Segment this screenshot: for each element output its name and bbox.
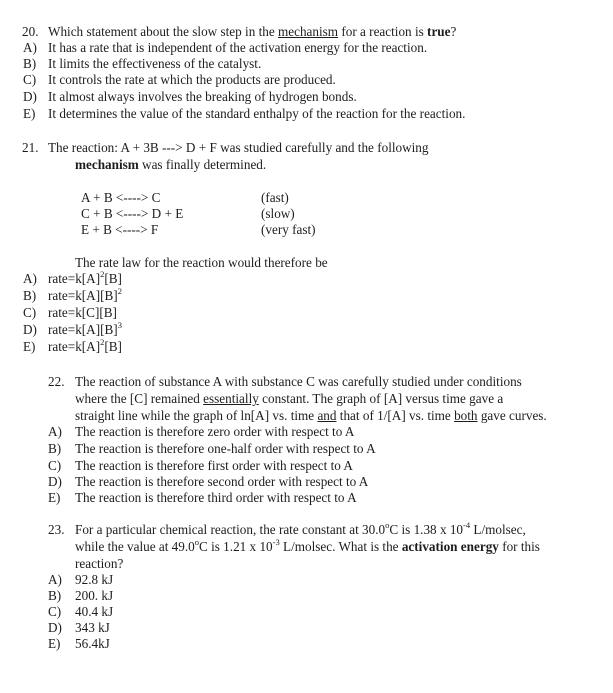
question-stem: The reaction: A + 3B ---> D + F was studied carefully and the following [48, 140, 429, 155]
question-stem: where the [C] remained essentially constant. The graph of [A] versus time gave a [75, 391, 504, 406]
mechanism-equation: A + B <----> C [81, 190, 161, 205]
question-stem: reaction? [75, 556, 124, 571]
question-number: 23. [48, 522, 65, 537]
exam-page: 20. Which statement about the slow step in the mechanism for a reaction is true? A) It has a rate that is independent of the activation energy for the reaction. B) It limits the effectiveness of the catalyst. C) It controls the rate at which the products are produced. D) It almost always involves the breaking of hydrogen bonds. E) It determines the value of the standard enthalpy of the reaction for the reaction. 21. The reaction: A + 3B ---> D + F was studied carefully and the following mechanism was finally determined. A + B <----> C (fast) C + B <----> D + E (slow) E + B <----> F (very fast) The rate law for the reaction would therefore be A) $rate=k[A]^2[B]$ B) $rate=k[A][B]^2$ C) rate=k[C][B] D) $rate=k[A][B]^3$ E) $rate=k[A]^2[B]$ 22. The reaction of substance A with substance C was carefully studied under conditions where the [C] remained essentially constant. The graph of [A] versus time gave a straight line while the graph of ln[A] vs. time and that of 1/[A] vs. time both gave curves. A) The reaction is therefore zero order with respect to A B) The reaction is therefore one-half order with respect to A C) The reaction is therefore first order with respect to A D) The reaction is therefore second order with respect to A E) The reaction is therefore third order with respect to A 23. For a particular chemical reaction, the rate constant at 30.0$^o$C is 1.38 x $10^{-4}$ L/molsec, while the value at 49.0$^o$C is 1.21 x $10^{-3}$ L/molsec. What is the activation energy for this reaction? A) 92.8 kJ B) 200. kJ C) 40.4 kJ D) 343 kJ E) 56.4kJ [22, 24, 547, 651]
question-number: 20. [22, 24, 39, 39]
question-stem: straight line while the graph of ln[A] vs. time and that of 1/[A] vs. time both gave curves. [75, 408, 547, 423]
mechanism-speed: (very fast) [261, 222, 316, 237]
mechanism-equation: E + B <----> F [81, 222, 159, 237]
mechanism-speed: (slow) [261, 206, 295, 221]
question-stem: For a particular chemical reaction, the rate constant at 30.0$^o$C is 1.38 x $10^{-4}$ L/molsec, [75, 519, 526, 537]
mechanism-speed: (fast) [261, 190, 289, 205]
question-stem: mechanism was finally determined. [75, 157, 267, 172]
question-number: 22. [48, 374, 65, 389]
question-stem: The reaction of substance A with substance C was carefully studied under conditions [75, 374, 522, 389]
question-stem: while the value at 49.0$^o$C is 1.21 x $10^{-3}$ L/molsec. What is the activation energy for this [75, 536, 540, 554]
question-stem: Which statement about the slow step in the mechanism for a reaction is true? [48, 24, 457, 39]
question-number: 21. [22, 140, 39, 155]
question-prompt: The rate law for the reaction would therefore be [75, 255, 328, 270]
mechanism-equation: C + B <----> D + E [81, 206, 184, 221]
